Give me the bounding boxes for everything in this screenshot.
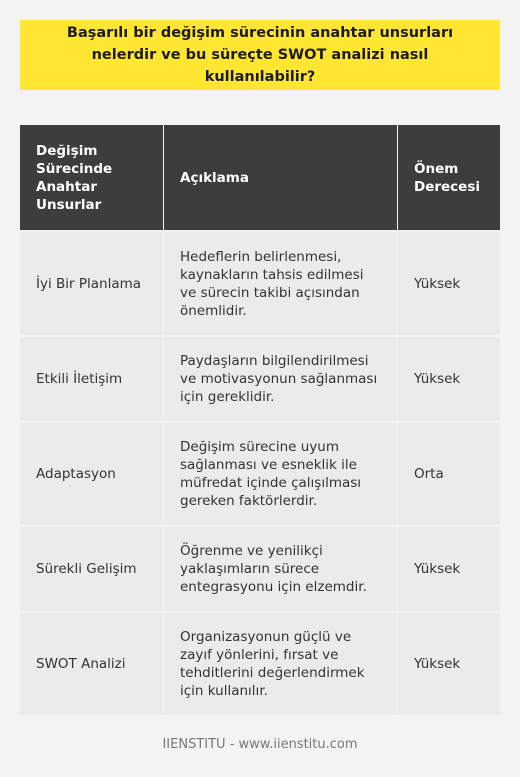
column-header-description: Açıklama (164, 125, 398, 230)
table-row (20, 525, 500, 611)
element-cell: Adaptasyon (20, 421, 164, 525)
element-cell: Etkili İletişim (20, 335, 164, 421)
table-row (20, 335, 500, 421)
column-header-element: Değişim Sürecinde Anahtar Unsurlar (20, 125, 164, 230)
importance-cell: Yüksek (398, 230, 500, 335)
description-cell: Değişim sürecine uyum sağlanması ve esneklik ile müfredat içinde çalışılması gereken faktörlerdir. (164, 421, 398, 525)
description-cell: Hedeflerin belirlenmesi, kaynakların tahsis edilmesi ve sürecin takibi açısından önemlidir. (164, 230, 398, 335)
importance-cell: Orta (398, 421, 500, 525)
title-banner (20, 20, 500, 90)
table-row (20, 421, 500, 525)
importance-cell: Yüksek (398, 525, 500, 611)
page-title: Başarılı bir değişim sürecinin anahtar unsurları nelerdir ve bu süreçte SWOT analizi nasıl kullanılabilir? (66, 25, 454, 85)
element-cell: İyi Bir Planlama (20, 230, 164, 335)
table-header-row (20, 125, 500, 230)
element-cell: Sürekli Gelişim (20, 525, 164, 611)
description-cell: Paydaşların bilgilendirilmesi ve motivasyonun sağlanması için gereklidir. (164, 335, 398, 421)
table-row (20, 230, 500, 335)
importance-cell: Yüksek (398, 335, 500, 421)
footer-credit: IIENSTITU - www.iienstitu.com (162, 737, 358, 752)
element-cell: SWOT Analizi (20, 611, 164, 715)
description-cell: Öğrenme ve yenilikçi yaklaşımların sürece entegrasyonu için elzemdir. (164, 525, 398, 611)
importance-cell: Yüksek (398, 611, 500, 715)
column-header-importance: Önem Derecesi (398, 125, 500, 230)
key-elements-table (20, 125, 500, 715)
description-cell: Organizasyonun güçlü ve zayıf yönlerini, fırsat ve tehditlerini değerlendirmek için kullanılır. (164, 611, 398, 715)
table-row (20, 611, 500, 715)
